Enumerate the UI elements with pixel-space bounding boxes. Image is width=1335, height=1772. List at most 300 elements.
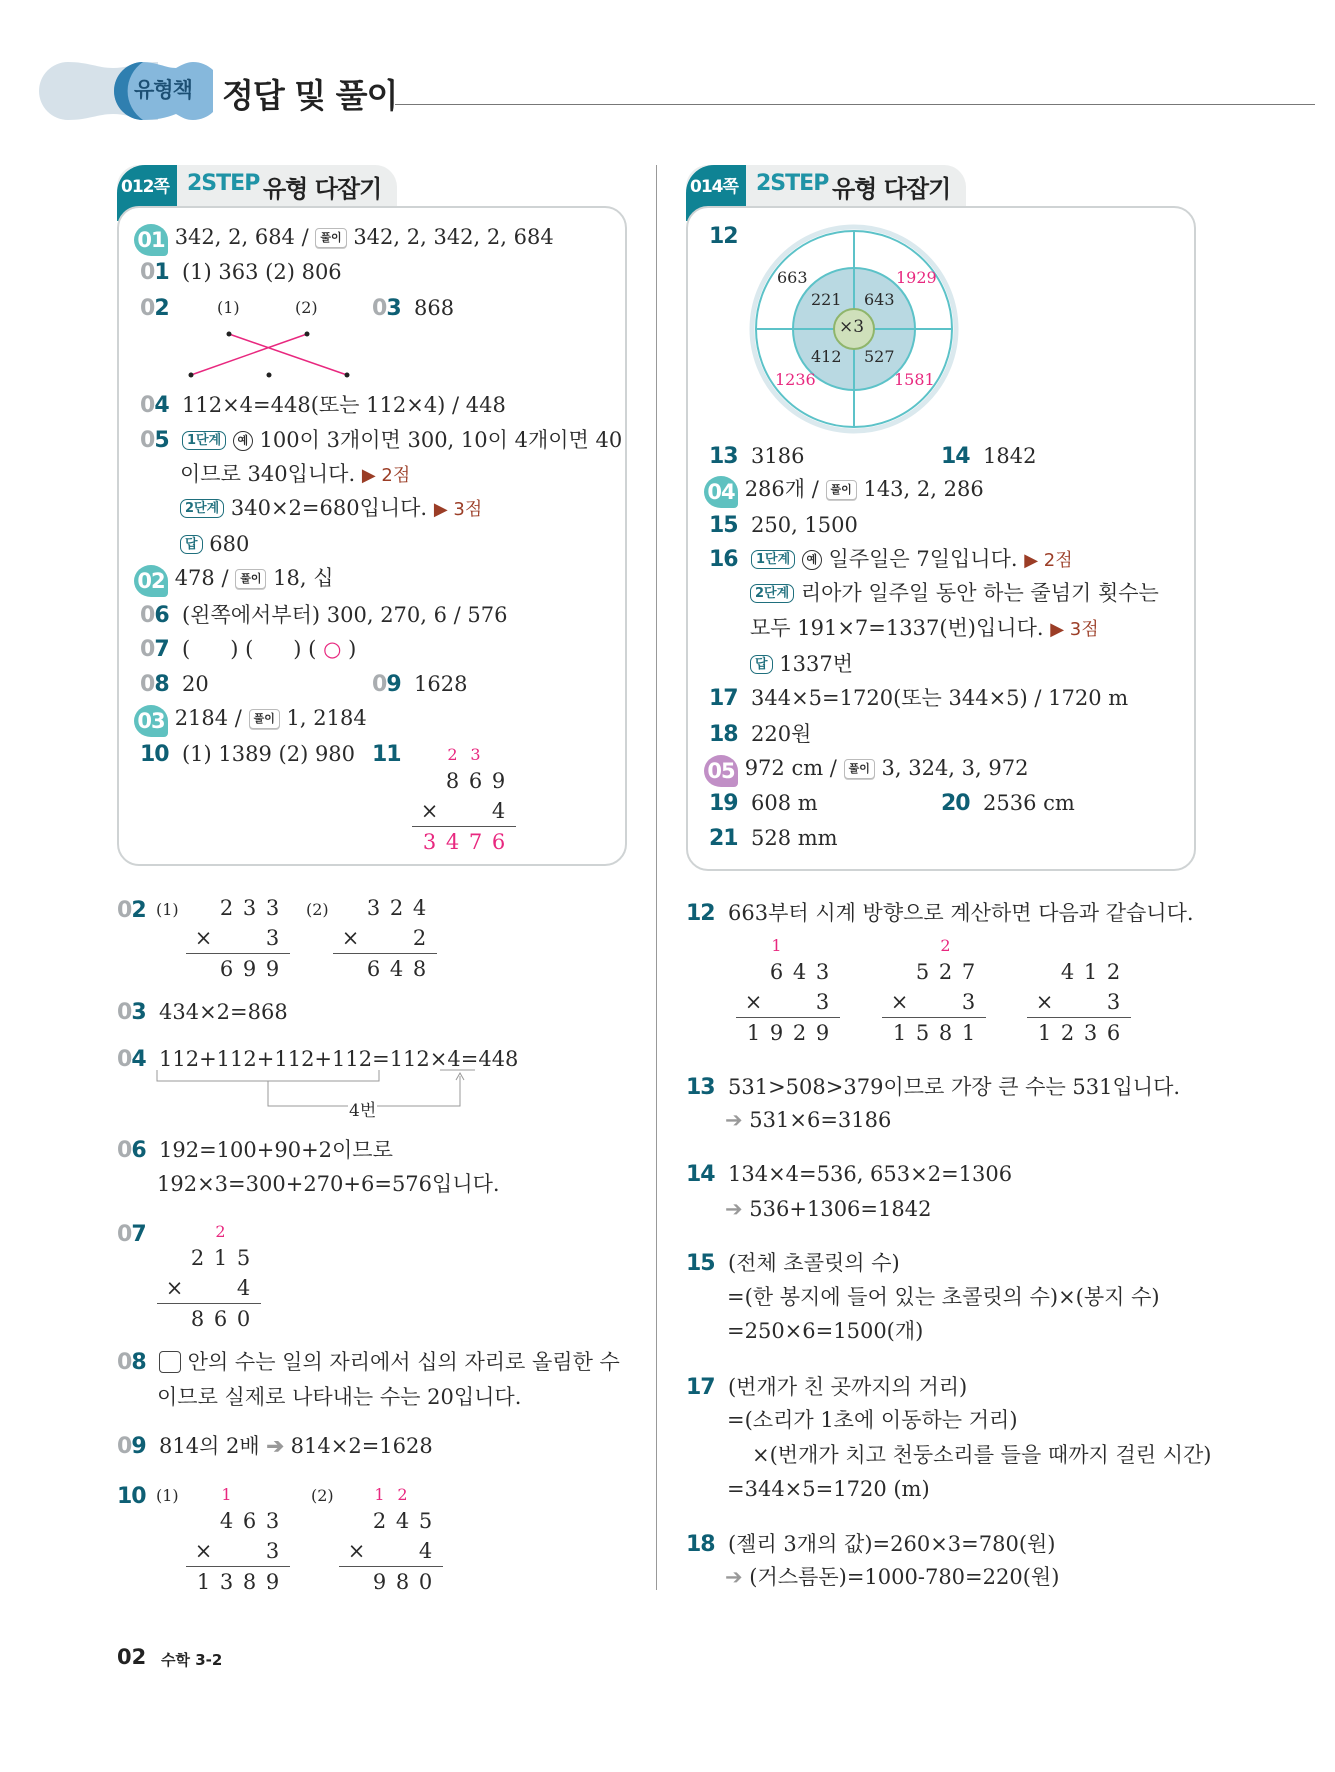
digit: 3: [1106, 990, 1121, 1014]
answer-line: [180, 495, 482, 523]
solution-item: [117, 1433, 433, 1460]
digit: 1: [771, 936, 782, 955]
answer-item: [140, 259, 342, 286]
solution-text: 112+112+112+112=112×4=448: [158, 1047, 519, 1071]
digit: 6: [219, 957, 234, 981]
digit: [368, 1536, 391, 1566]
multiply-sign: ×: [194, 1539, 213, 1563]
solution-text: 이므로 실제로 나타내는 수는 20입니다.: [157, 1385, 522, 1409]
answer-tag: 답: [180, 535, 203, 554]
digit: 7: [468, 830, 483, 854]
digit: 4: [389, 957, 404, 981]
digit: 6: [1106, 1021, 1121, 1045]
solution-text: =(한 봉지에 들어 있는 초콜릿의 수)×(봉지 수): [727, 1285, 1160, 1309]
digit: 3: [242, 896, 257, 920]
solution-text: 18, 십: [273, 566, 334, 590]
item-number: 13: [686, 1075, 715, 1100]
answer-item: [140, 741, 355, 768]
item-number: 10: [140, 742, 169, 767]
digit: 2: [372, 1509, 387, 1533]
multiplier-row: [736, 987, 840, 1017]
points-label: ▶ 2점: [361, 465, 411, 486]
stage1-tag: 1단계: [182, 431, 226, 450]
item-number: 07: [140, 637, 169, 662]
vertical-multiplication: [333, 893, 437, 984]
paren: (: [245, 637, 254, 661]
item-number: 16: [709, 547, 738, 572]
item-number: 17: [709, 686, 738, 711]
result-row: [186, 1567, 290, 1597]
digit: 2: [389, 896, 404, 920]
wheel-inner-value: 527: [864, 347, 895, 366]
solution-text: =250×6=1500(개): [727, 1319, 924, 1343]
answer-item: [372, 671, 467, 698]
solution-item: [117, 1349, 620, 1376]
digit: [418, 766, 441, 796]
item-number: 09: [117, 1434, 146, 1459]
solution-item: [117, 1137, 393, 1164]
digit: [1056, 987, 1079, 1017]
arrow-right-icon: ➔: [725, 1108, 743, 1132]
multiply-sign: ×: [341, 926, 360, 950]
multiplier-row: [186, 923, 290, 953]
answer-text: 2536 cm: [982, 791, 1075, 815]
item-number: 07: [117, 1222, 146, 1247]
answer-text: 972 cm /: [744, 756, 837, 780]
digit: [464, 796, 487, 826]
section-title: 유형 다잡기: [832, 175, 951, 203]
solution-text: 434×2=868: [158, 1000, 288, 1024]
digit: 2: [940, 936, 951, 955]
item-number: 14: [941, 444, 970, 469]
digit: 1: [961, 1021, 976, 1045]
answer-item: [941, 790, 1075, 817]
repeat-count-label: 4번: [348, 1096, 377, 1121]
digit: 9: [242, 957, 257, 981]
digit: [215, 923, 238, 953]
carry-row: [736, 935, 840, 957]
arrow-right-icon: ➔: [266, 1433, 284, 1458]
multiply-sign: ×: [194, 926, 213, 950]
digit: 9: [815, 1021, 830, 1045]
answer-text: 250, 1500: [750, 513, 858, 537]
vertical-multiplication: [157, 1221, 261, 1334]
solution-tag: 풀이: [844, 759, 875, 779]
answer-tag: 답: [750, 655, 773, 674]
answer-text: 2184 /: [174, 706, 242, 730]
multiply-sign: ×: [420, 799, 439, 823]
result-row: [736, 1018, 840, 1048]
solution-text: 531>508>379이므로 가장 큰 수는 531입니다.: [727, 1075, 1181, 1099]
digit: 8: [412, 957, 427, 981]
multiply-sign: ×: [347, 1539, 366, 1563]
badge-item-02: [137, 565, 334, 597]
digit: 4: [236, 1276, 251, 1300]
answer-line: [750, 651, 853, 677]
digit: 6: [213, 1307, 228, 1331]
digit: [1033, 935, 1056, 957]
digit: 5: [418, 1509, 433, 1533]
badge-item-04: [707, 476, 984, 508]
item-number: 04: [117, 1047, 146, 1072]
digit: [238, 1536, 261, 1566]
multiplier-row: [1027, 987, 1131, 1017]
sub-label: (1): [156, 900, 179, 919]
answer-text: 리아가 일주일 동안 하는 줄넘기 횟수는: [800, 581, 1159, 605]
result-row: [412, 827, 516, 857]
digit: 3: [265, 1539, 280, 1563]
vertical-multiplication: [1027, 935, 1131, 1048]
digit: [742, 935, 765, 957]
answer-item: [140, 602, 508, 629]
item-number: 14: [686, 1162, 715, 1187]
solution-text: 3, 324, 3, 972: [881, 756, 1029, 780]
solution-text: 814의 2배: [158, 1434, 260, 1458]
digit: [1056, 935, 1079, 957]
solution-text: ×(번개가 치고 천둥소리를 들을 때까지 걸린 시간): [752, 1443, 1212, 1467]
item-number: 20: [941, 791, 970, 816]
digit: [1033, 957, 1056, 987]
carry-row: [157, 1221, 261, 1243]
digit: 1: [892, 1021, 907, 1045]
result-row: [186, 954, 290, 984]
solution-item: [117, 999, 288, 1026]
carry-row: [1027, 935, 1131, 957]
multiply-sign: ×: [744, 990, 763, 1014]
answer-item: [709, 790, 818, 817]
vertical-multiplication: [339, 1484, 443, 1597]
answer-text: 220원: [750, 722, 812, 746]
multiplier-row: [339, 1536, 443, 1566]
multiplier-row: [333, 923, 437, 953]
digit: [261, 1484, 284, 1506]
digit: [192, 893, 215, 923]
digit: 4: [395, 1509, 410, 1533]
item-number: 03: [372, 296, 401, 321]
solution-text: 안의 수는 일의 자리에서 십의 자리로 올림한 수: [187, 1350, 620, 1374]
paren: ): [348, 637, 357, 661]
answer-item: [140, 392, 506, 419]
paren: ): [230, 637, 239, 661]
item-number: 06: [117, 1138, 146, 1163]
badge-item-03: [137, 705, 367, 737]
sub-label: (1): [217, 298, 240, 317]
page-ref: 012쪽: [117, 165, 177, 221]
section-tab: [117, 165, 397, 209]
carry-row: [186, 1484, 290, 1506]
digit: [238, 1484, 261, 1506]
multiplicand-row: [186, 1506, 290, 1536]
multiplicand-row: [412, 766, 516, 796]
answer-item: [709, 825, 838, 852]
wheel-outer-value: 1929: [896, 268, 937, 287]
digit: 6: [242, 1509, 257, 1533]
digit: 9: [265, 957, 280, 981]
digit: 6: [491, 830, 506, 854]
answer-text: 3186: [750, 444, 805, 468]
multiplier-row: [882, 987, 986, 1017]
circle-mark: ○: [323, 637, 342, 661]
item-number: 08: [117, 1350, 146, 1375]
answer-text: 680: [209, 532, 250, 556]
digit: 3: [219, 1570, 234, 1594]
digit: 9: [491, 769, 506, 793]
digit: [339, 893, 362, 923]
paren: (: [308, 637, 317, 661]
result-row: [339, 1567, 443, 1597]
answer-item: [709, 443, 804, 470]
sub-label: (2): [306, 900, 329, 919]
answer-item: [140, 427, 622, 454]
solution-text: 531×6=3186: [749, 1108, 892, 1132]
digit: 2: [215, 1222, 226, 1241]
digit: 8: [395, 1570, 410, 1594]
item-number: 15: [686, 1251, 715, 1276]
digit: 6: [366, 957, 381, 981]
multiplicand-row: [186, 893, 290, 923]
answer-text: 112×4=448(또는 112×4) / 448: [181, 393, 506, 417]
item-number: 12: [686, 901, 715, 926]
digit: 5: [915, 1021, 930, 1045]
digit: 1: [213, 1246, 228, 1270]
stage2-tag: 2단계: [750, 584, 794, 603]
sub-label: (1): [156, 1486, 179, 1505]
digit: 3: [265, 896, 280, 920]
digit: 0: [418, 1570, 433, 1594]
digit: 3: [265, 1509, 280, 1533]
digit: 2: [1060, 1021, 1075, 1045]
item-number: 09: [372, 672, 401, 697]
digit: 4: [792, 960, 807, 984]
vertical-multiplication: [736, 935, 840, 1048]
answer-item: [709, 223, 738, 250]
digit: 5: [236, 1246, 251, 1270]
step-label: 2STEP: [756, 171, 829, 196]
digit: 2: [792, 1021, 807, 1045]
answer-item: [709, 721, 811, 748]
digit: [788, 987, 811, 1017]
solution-text: 342, 2, 342, 2, 684: [353, 225, 554, 249]
carry-row: [339, 1484, 443, 1506]
answer-text: 100이 3개이면 300, 10이 4개이면 40: [259, 428, 623, 452]
answer-item: [941, 443, 1036, 470]
digit: [339, 954, 362, 984]
digit: [186, 1273, 209, 1303]
digit: [418, 744, 441, 766]
answer-line: [180, 461, 410, 489]
answer-line: [750, 580, 1159, 606]
sub-label: (2): [295, 298, 318, 317]
multiplicand-row: [157, 1243, 261, 1273]
answer-item: [372, 295, 454, 322]
page-title: 정답 및 풀이: [222, 76, 398, 115]
sub-label: (2): [311, 1486, 334, 1505]
answer-item: [709, 685, 1128, 712]
solution-item: [686, 1374, 967, 1401]
digit: 3: [815, 960, 830, 984]
badge-number: 05: [704, 755, 738, 787]
digit: 2: [1106, 960, 1121, 984]
answer-line: [180, 531, 249, 557]
wheel-outer-value: 1236: [775, 370, 816, 389]
digit: [391, 1536, 414, 1566]
vertical-multiplication: [186, 893, 290, 984]
header-badge: 유형책: [134, 78, 192, 102]
answer-item: [140, 636, 356, 663]
digit: 8: [938, 1021, 953, 1045]
answer-line: [750, 615, 1099, 643]
digit: 8: [190, 1307, 205, 1331]
digit: 3: [961, 990, 976, 1014]
digit: 4: [1060, 960, 1075, 984]
digit: 3: [815, 990, 830, 1014]
digit: [163, 1243, 186, 1273]
item-number: 08: [140, 672, 169, 697]
item-number: 18: [709, 722, 738, 747]
digit: 1: [1037, 1021, 1052, 1045]
digit: 4: [219, 1509, 234, 1533]
answer-text: 344×5=1720(또는 344×5) / 1720 m: [750, 686, 1129, 710]
answer-text: 868: [413, 296, 455, 320]
result-row: [333, 954, 437, 984]
solution-text: (거스름돈)=1000-780=220(원): [749, 1565, 1060, 1589]
solution-text: 192=100+90+2이므로: [158, 1138, 393, 1162]
digit: 2: [938, 960, 953, 984]
digit: 9: [372, 1570, 387, 1594]
item-number: 04: [140, 393, 169, 418]
answer-item: [709, 512, 858, 539]
multiply-sign: ×: [165, 1276, 184, 1300]
digit: [788, 935, 811, 957]
book-name: 수학 3-2: [161, 1651, 223, 1669]
points-label: ▶ 3점: [433, 499, 483, 520]
digit: [163, 1221, 186, 1243]
digit: 3: [1083, 1021, 1098, 1045]
answer-text: (1) 363 (2) 806: [181, 260, 342, 284]
badge-item-05: [707, 755, 1028, 787]
digit: [1102, 935, 1125, 957]
digit: [192, 1506, 215, 1536]
example-mark: 예: [233, 431, 253, 451]
digit: 4: [445, 830, 460, 854]
answer-item: [709, 546, 1073, 574]
carry-row: [412, 744, 516, 766]
digit: [888, 935, 911, 957]
digit: [1079, 935, 1102, 957]
points-label: ▶ 2점: [1024, 550, 1073, 571]
badge-number: 04: [704, 476, 738, 508]
digit: 9: [769, 1021, 784, 1045]
column-divider: [656, 165, 657, 1590]
digit: 2: [190, 1246, 205, 1270]
badge-number: 01: [134, 224, 168, 256]
answer-item: [140, 671, 209, 698]
digit: [163, 1304, 186, 1334]
digit: 2: [412, 926, 427, 950]
blank-box-icon: [159, 1351, 181, 1373]
points-label: ▶ 3점: [1050, 619, 1099, 640]
digit: [957, 935, 980, 957]
badge-number: 03: [134, 705, 168, 737]
digit: [1079, 987, 1102, 1017]
digit: 3: [366, 896, 381, 920]
digit: [888, 957, 911, 987]
answer-text: 1628: [413, 672, 468, 696]
arrow-right-icon: ➔: [725, 1565, 743, 1589]
digit: 4: [418, 1539, 433, 1563]
answer-text: 342, 2, 684 /: [174, 225, 309, 249]
digit: 7: [961, 960, 976, 984]
answer-text: 모두 191×7=1337(번)입니다.: [750, 616, 1044, 640]
digit: 4: [491, 799, 506, 823]
digit: 2: [447, 745, 458, 764]
digit: [186, 1221, 209, 1243]
carry-row: [882, 935, 986, 957]
multiplicand-row: [882, 957, 986, 987]
digit: 3: [265, 926, 280, 950]
paren: ): [293, 637, 302, 661]
item-number: 21: [709, 826, 738, 851]
page-number: 02: [117, 1645, 147, 1669]
item-number: 02: [140, 296, 169, 321]
item-number: 15: [709, 513, 738, 538]
solution-tag: 풀이: [249, 709, 280, 729]
solution-text: 1, 2184: [286, 706, 367, 730]
solution-item: [686, 900, 1194, 927]
solution-tag: 풀이: [315, 228, 346, 248]
digit: 1: [746, 1021, 761, 1045]
answer-text: (왼쪽에서부터) 300, 270, 6 / 576: [181, 603, 508, 627]
digit: 0: [236, 1307, 251, 1331]
vertical-multiplication: [412, 744, 516, 857]
digit: 6: [468, 769, 483, 793]
arrow-right-icon: ➔: [725, 1197, 743, 1221]
digit: 1: [221, 1485, 232, 1504]
item-number: 02: [117, 898, 146, 923]
multiply-sign: ×: [1035, 990, 1054, 1014]
answer-text: 이므로 340입니다.: [180, 462, 356, 486]
item-number: 13: [709, 444, 738, 469]
matching-lines: [180, 325, 360, 385]
wheel-outer-value: 1581: [894, 370, 935, 389]
item-number: 12: [709, 224, 738, 249]
section-title: 유형 다잡기: [263, 175, 382, 203]
digit: [742, 957, 765, 987]
item-number: 11: [372, 742, 401, 767]
digit: 6: [769, 960, 784, 984]
answer-text: 478 /: [174, 566, 229, 590]
solution-tag: 풀이: [826, 480, 857, 500]
solution-text: 134×4=536, 653×2=1306: [727, 1162, 1013, 1186]
solution-text: 663부터 시계 방향으로 계산하면 다음과 같습니다.: [727, 901, 1194, 925]
digit: [362, 923, 385, 953]
solution-tag: 풀이: [235, 569, 266, 589]
multiplicand-row: [333, 893, 437, 923]
multiplicand-row: [736, 957, 840, 987]
digit: [345, 1484, 368, 1506]
multiplicand-row: [339, 1506, 443, 1536]
solution-item: [686, 1161, 1012, 1188]
header-rule: [395, 104, 1315, 105]
digit: [911, 935, 934, 957]
digit: [192, 954, 215, 984]
solution-text: (번개가 친 곳까지의 거리): [727, 1375, 968, 1399]
digit: [238, 923, 261, 953]
digit: [209, 1273, 232, 1303]
solution-text: 192×3=300+270+6=576입니다.: [157, 1172, 500, 1196]
digit: 3: [470, 745, 481, 764]
digit: 1: [196, 1570, 211, 1594]
